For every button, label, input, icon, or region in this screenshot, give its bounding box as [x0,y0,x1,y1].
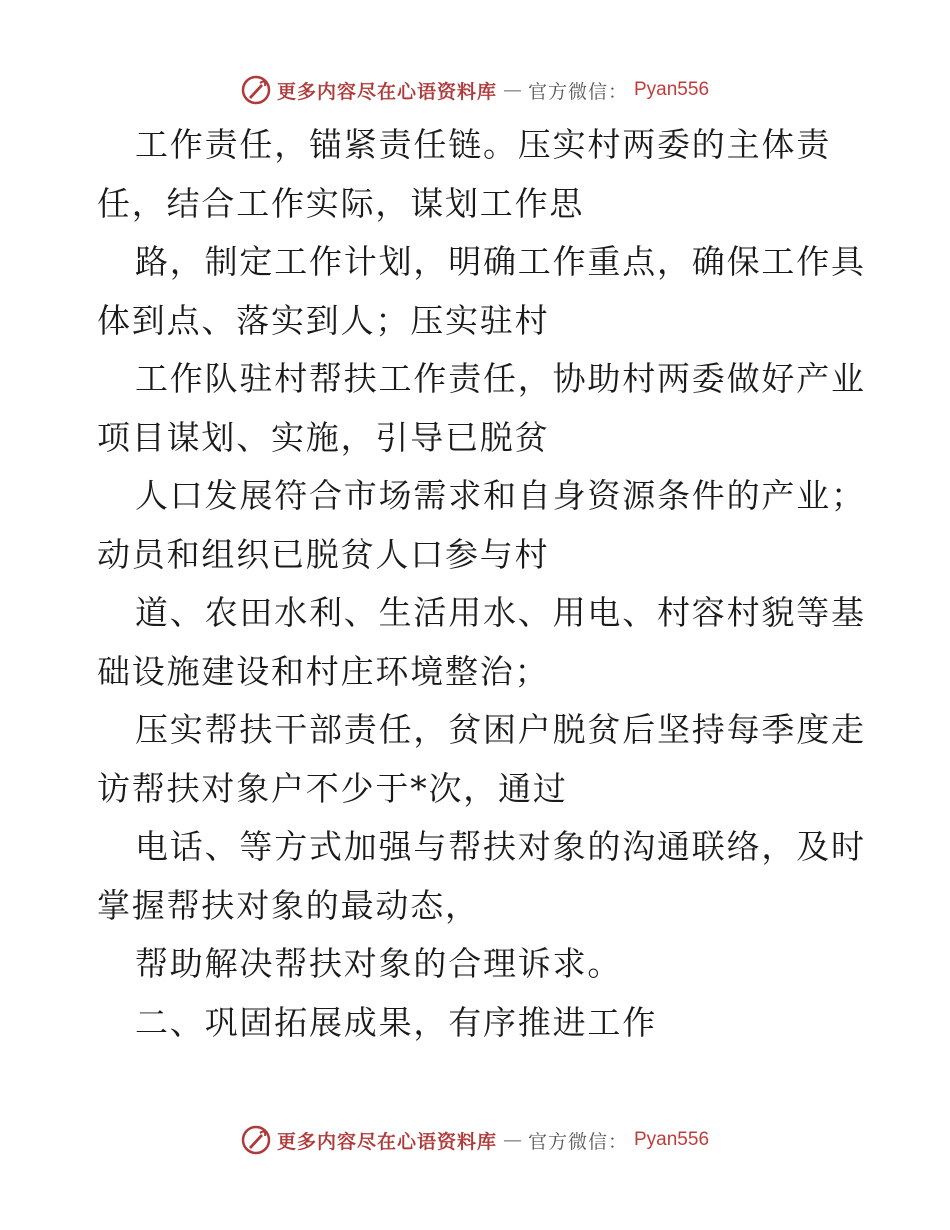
body-text-line: 掌握帮扶对象的最动态， [97,885,480,925]
body-text-line: 础设施建设和村庄环境整治； [97,651,550,691]
quill-logo-icon [241,75,271,105]
body-text-line: 体到点、落实到人；压实驻村 [97,300,550,340]
quill-logo-icon [241,1125,271,1155]
body-text-line: 电话、等方式加强与帮扶对象的沟通联络，及时 [135,827,866,866]
body-text-line: 任，结合工作实际，谋划工作思 [97,183,585,223]
watermark-label: 官方微信： [527,80,628,103]
body-text-line: 工作队驻村帮扶工作责任，协助村两委做好产业 [135,359,866,398]
watermark-site: 更多内容尽在心语资料库 [276,80,497,103]
body-text-line: 二、巩固拓展成果，有序推进工作 [135,1002,657,1042]
document-body [97,116,867,1052]
body-text-line: 工作责任，锚紧责任链。压实村两委的主体责 [135,125,831,164]
body-text-line: 人口发展符合市场需求和自身资源条件的产业； [135,476,866,515]
watermark-account: Pyan556 [634,79,710,100]
body-text-line: 道、农田水利、生活用水、用电、村容村貌等基 [135,593,866,632]
watermark-label: 官方微信： [527,1130,628,1153]
header-watermark [0,70,950,110]
body-text-line: 压实帮扶干部责任，贫困户脱贫后坚持每季度走 [135,710,866,749]
watermark-site: 更多内容尽在心语资料库 [276,1130,497,1153]
body-text-line: 帮助解决帮扶对象的合理诉求。 [135,944,623,983]
body-text-line: 路，制定工作计划，明确工作重点，确保工作具 [135,242,866,281]
body-text-line: 动员和组织已脱贫人口参与村 [97,534,550,574]
footer-watermark [0,1120,950,1160]
watermark-account: Pyan556 [634,1129,710,1150]
watermark-separator: — [502,1129,522,1151]
watermark-separator: — [502,79,522,101]
body-text-line: 访帮扶对象户不少于*次，通过 [97,768,568,808]
body-text-line: 项目谋划、实施，引导已脱贫 [97,417,550,457]
